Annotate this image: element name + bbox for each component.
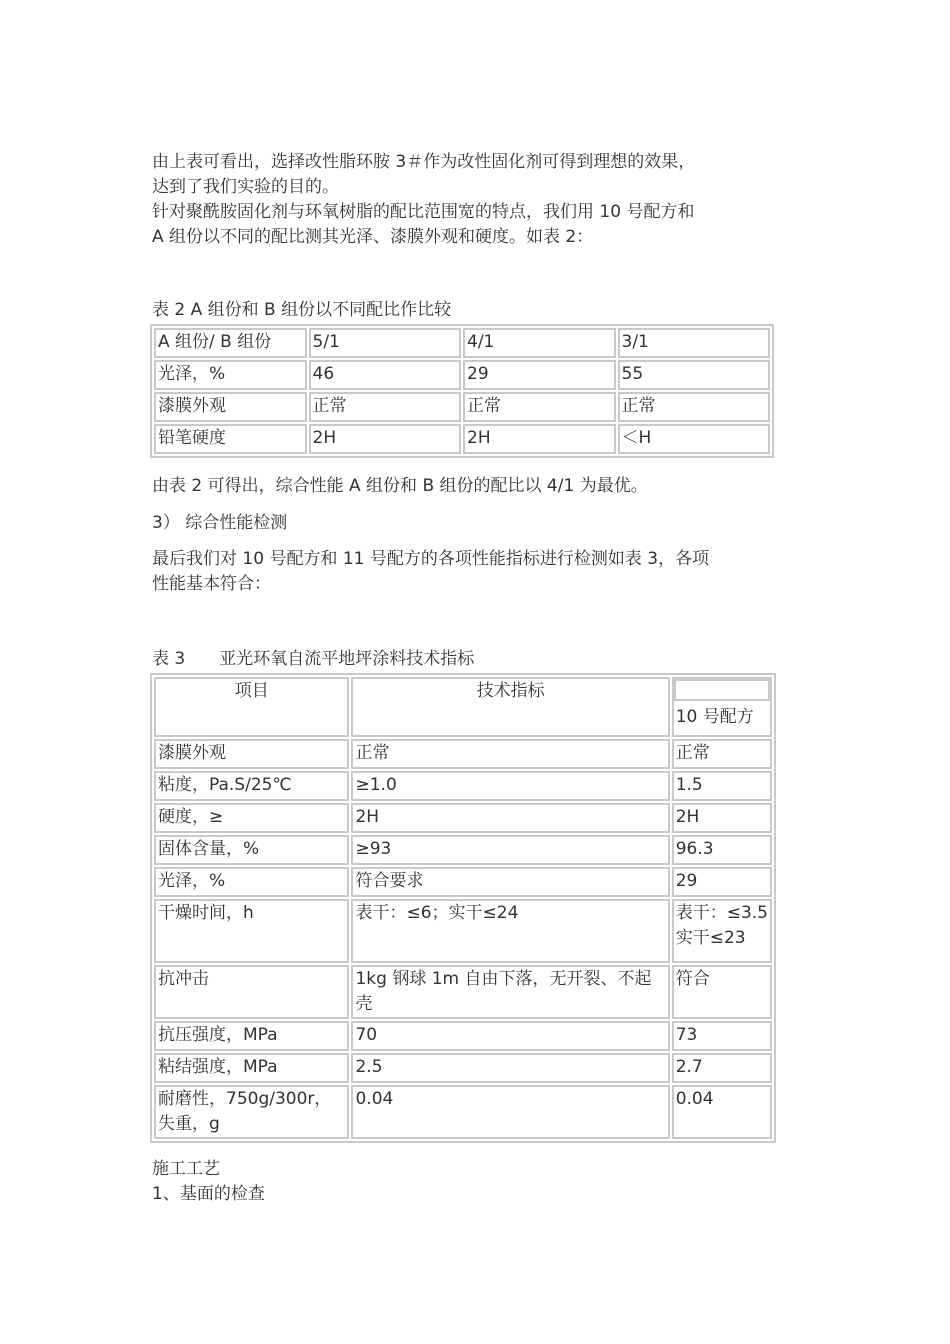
section-heading: 3） 综合性能检测 — [152, 513, 288, 533]
table-cell: 2.5 — [351, 1053, 669, 1083]
table-cell: 干燥时间，h — [154, 899, 349, 963]
table-cell: 55 — [618, 360, 771, 390]
table-row — [154, 867, 772, 897]
table-row — [154, 835, 772, 865]
intro-line: 由上表可看出，选择改性脂环胺 3＃作为改性固化剂可得到理想的效果， — [152, 152, 696, 172]
table-cell: 符合要求 — [351, 867, 669, 897]
table-cell: ＜H — [618, 424, 771, 454]
intro-line: A 组份以不同的配比测其光泽、漆膜外观和硬度。如表 2： — [152, 227, 594, 247]
table-cell: 正常 — [463, 392, 616, 422]
table-cell: 耐磨性，750g/300r， 失重，g — [154, 1085, 349, 1139]
test-line: 最后我们对 10 号配方和 11 号配方的各项性能指标进行检测如表 3，各项 — [152, 549, 710, 569]
table-cell: 2H — [463, 424, 616, 454]
header-subcell-label: 10 号配方 — [675, 707, 754, 727]
table-cell: 0.04 — [351, 1085, 669, 1139]
table-row — [154, 965, 772, 1019]
footer-section — [152, 1157, 792, 1207]
table-cell: 5/1 — [309, 328, 462, 358]
table-row — [154, 771, 772, 801]
table-row — [154, 392, 770, 422]
table2-caption: 表 2 A 组份和 B 组份以不同配比作比较 — [152, 300, 452, 320]
header-subcell — [674, 679, 770, 701]
subsection-title: 1、基面的检查 — [152, 1184, 265, 1204]
table-row — [154, 1021, 772, 1051]
table-cell: 抗冲击 — [154, 965, 349, 1019]
table-cell: A 组份/ B 组份 — [154, 328, 307, 358]
table-header-row — [154, 677, 772, 737]
table-cell: 正常 — [672, 739, 772, 769]
intro-line: 达到了我们实验的目的。 — [152, 177, 339, 197]
table-cell: 2.7 — [672, 1053, 772, 1083]
table2 — [150, 324, 774, 458]
table-cell: 2H — [309, 424, 462, 454]
table-cell: 固体含量，% — [154, 835, 349, 865]
table-cell: 2H — [672, 803, 772, 833]
table-cell: 46 — [309, 360, 462, 390]
table-cell: 光泽，% — [154, 867, 349, 897]
table-cell: 73 — [672, 1021, 772, 1051]
table-cell: 粘结强度，MPa — [154, 1053, 349, 1083]
table3 — [150, 673, 776, 1143]
test-paragraph — [152, 547, 792, 597]
table-cell: 粘度，Pa.S/25℃ — [154, 771, 349, 801]
table-row — [154, 328, 770, 358]
table-cell: 铅笔硬度 — [154, 424, 307, 454]
table3-caption: 表 3 亚光环氧自流平地坪涂料技术指标 — [152, 649, 475, 669]
table-cell: 29 — [672, 867, 772, 897]
table-cell: 0.04 — [672, 1085, 772, 1139]
table-cell: 漆膜外观 — [154, 739, 349, 769]
section-title: 施工工艺 — [152, 1159, 220, 1179]
table-cell: 硬度，≥ — [154, 803, 349, 833]
table-cell: 符合 — [672, 965, 772, 1019]
table-header-cell — [672, 677, 772, 737]
table-row — [154, 1053, 772, 1083]
table-cell: ≥93 — [351, 835, 669, 865]
conclusion-paragraph: 由表 2 可得出，综合性能 A 组份和 B 组份的配比以 4/1 为最优。 — [152, 476, 648, 496]
table-row — [154, 424, 770, 454]
table-cell: 4/1 — [463, 328, 616, 358]
table-cell: 正常 — [309, 392, 462, 422]
table-cell: 96.3 — [672, 835, 772, 865]
table-row — [154, 739, 772, 769]
table-cell: 正常 — [351, 739, 669, 769]
test-line: 性能基本符合： — [152, 574, 271, 594]
table-row — [154, 803, 772, 833]
table-cell: 3/1 — [618, 328, 771, 358]
table-cell: 29 — [463, 360, 616, 390]
table-cell: 抗压强度，MPa — [154, 1021, 349, 1051]
table-row — [154, 1085, 772, 1139]
table-cell: 1.5 — [672, 771, 772, 801]
table-cell: 1kg 钢球 1m 自由下落，无开裂、不起 壳 — [351, 965, 669, 1019]
table-cell: 正常 — [618, 392, 771, 422]
table-cell: 光泽，% — [154, 360, 307, 390]
table-header-cell: 技术指标 — [351, 677, 669, 737]
table-row — [154, 360, 770, 390]
table-cell: 表干：≤3.5 实干≤23 — [672, 899, 772, 963]
table-cell: ≥1.0 — [351, 771, 669, 801]
table-cell: 70 — [351, 1021, 669, 1051]
intro-paragraph — [152, 150, 792, 250]
table-cell: 漆膜外观 — [154, 392, 307, 422]
table-header-cell: 项目 — [154, 677, 349, 737]
table-cell: 表干：≤6；实干≤24 — [351, 899, 669, 963]
table-cell: 2H — [351, 803, 669, 833]
table-row — [154, 899, 772, 963]
intro-line: 针对聚酰胺固化剂与环氧树脂的配比范围宽的特点，我们用 10 号配方和 — [152, 202, 695, 222]
